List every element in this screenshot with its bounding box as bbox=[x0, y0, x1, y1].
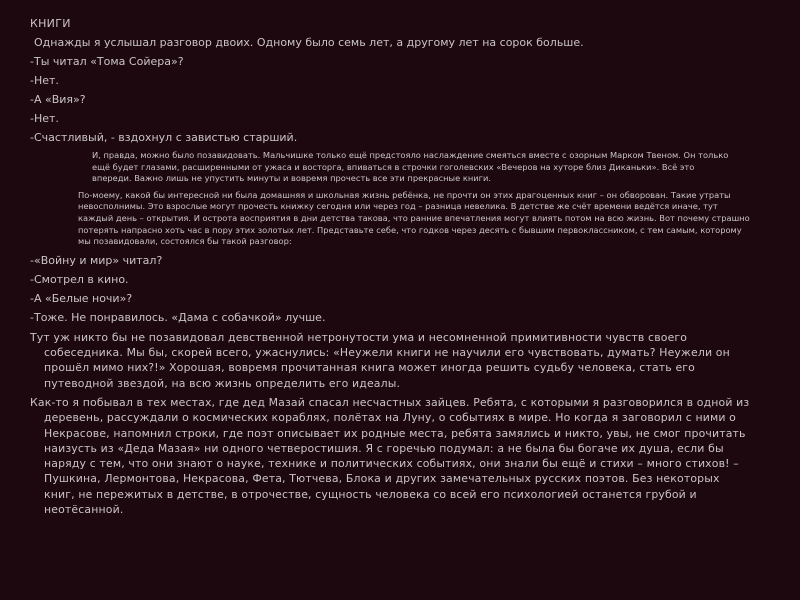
dialogue-line: -Ты читал «Тома Сойера»? bbox=[30, 55, 184, 68]
dialogue-line: -А «Белые ночи»? bbox=[30, 291, 133, 305]
small-paragraph: По-моему, какой бы интересной ни была домашняя и школьная жизнь ребёнка, не прочти он этих драгоценных книг – он обворован. Такие утраты невосполнимы. Это взрослые могут прочесть книжку сегодня или через год – разница невелика. В детстве же счёт времени ведётся иначе, тут каждый день – открытия. И острота восприятия в дни детства такова, что ранние впечатления могут влиять потом на всю жизнь. Вот почему страшно потерять напрасно хоть час в пору этих золотых лет. Представьте себе, что годков через десять с бывшим первоклассником, с тем самым, которому мы позавидовали, состоялся бы такой разговор: bbox=[78, 189, 750, 247]
page-title: КНИГИ bbox=[30, 17, 71, 30]
body-paragraph: Как-то я побывал в тех местах, где дед Мазай спасал несчастных зайцев. Ребята, с которыми я разговорился в одной из деревень, рассуждали о космических кораблях, полётах на Луну, о событиях в мире. Но когда я заговорил с ними о Некрасове, напомнил строки, где поэт описывает их родные места, ребята замялись и никто, увы, не смог прочитать наизусть из «Деда Мазая» ни одного четверостишия. Я с горечью подумал: а не была бы богаче их душа, если бы наряду с тем, что они знают о науке, технике и политических событиях, они знали бы ещё и стихи – много стихов! – Пушкина, Лермонтова, Некрасова, Фета, Тютчева, Блока и других замечательных русских поэтов. Без некоторых книг, не пережитых в детстве, в отрочестве, сущность человека со всей его психологией останется грубой и неотёсанной. bbox=[30, 395, 750, 517]
body-paragraph: Тут уж никто бы не позавидовал девственной нетронутости ума и несомненной примитивности чувств своего собеседника. Мы бы, скорей всего, ужаснулись: «Неужели книги не научили его чувствовать, думать? Неужели он прошёл мимо них?!» Хорошая, вовремя прочитанная книга может иногда решить судьбу человека, стать его путеводной звездой, на всю жизнь определить его идеалы. bbox=[30, 330, 730, 390]
dialogue-line: -Тоже. Не понравилось. «Дама с собачкой» лучше. bbox=[30, 310, 326, 324]
dialogue-line: -Нет. bbox=[30, 112, 59, 125]
dialogue-line: -Смотрел в кино. bbox=[30, 272, 129, 286]
small-paragraph: И, правда, можно было позавидовать. Мальчишке только ещё предстояло наслаждение смеяться вместе с озорным Марком Твеном. Он только ещё будет глазами, расширенными от ужаса и восторга, впиваться в строчки гоголевских «Вечеров на хуторе близ Диканьки». Всё это впереди. Важно лишь не упустить минуты и вовремя прочесть все эти прекрасные книги. bbox=[92, 150, 729, 184]
dialogue-line: -Нет. bbox=[30, 74, 59, 87]
dialogue-line: -«Войну и мир» читал? bbox=[30, 253, 163, 267]
dialogue-line: -Счастливый, - вздохнул с завистью старший. bbox=[30, 131, 298, 144]
intro-line: Однажды я услышал разговор двоих. Одному было семь лет, а другому лет на сорок больше. bbox=[34, 36, 584, 49]
dialogue-line: -А «Вия»? bbox=[30, 93, 86, 106]
